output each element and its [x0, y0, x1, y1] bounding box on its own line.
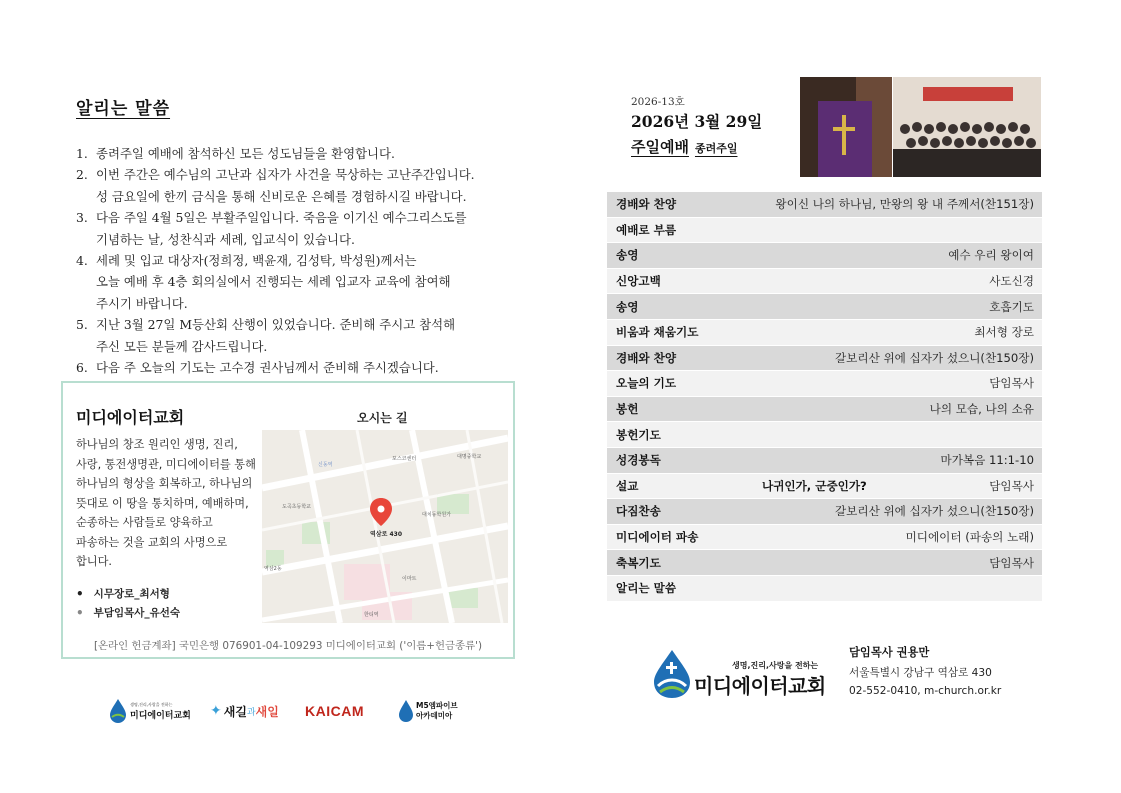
worship-label: 신앙고백	[616, 274, 661, 289]
worship-label: 송영	[616, 299, 639, 314]
worship-row	[607, 269, 1042, 295]
worship-right: 갈보리산 위에 십자가 섰으니(찬150장)	[834, 504, 1034, 519]
staff-list	[76, 585, 180, 623]
church-info-box	[61, 381, 515, 659]
map-label: 대치동학원가	[422, 512, 451, 518]
worship-right: 나의 모습, 나의 소유	[929, 402, 1034, 417]
worship-right: 담임목사	[989, 478, 1034, 493]
worship-row	[607, 346, 1042, 372]
worship-row	[607, 320, 1042, 346]
location-map[interactable]	[262, 430, 508, 623]
worship-right: 호흡기도	[989, 299, 1034, 314]
worship-row	[607, 192, 1042, 218]
worship-right: 미디에이터 (파송의 노래)	[905, 530, 1034, 545]
m5-academia-logo: M5엠파이브 아카데미아	[398, 696, 458, 726]
worship-row	[607, 294, 1042, 320]
staff-item: • 부담임목사_유선숙	[76, 606, 181, 620]
worship-label: 다짐찬송	[616, 504, 661, 519]
notice-item: 4. 세례 및 입교 대상자(정희정, 백윤재, 김성탁, 박성원)께서는 오늘 예배 후 4층 회의실에서 진행되는 세례 입교자 교육에 참여해 주시기 바랍니다.	[76, 253, 451, 311]
map-label: 대명중학교	[457, 454, 482, 460]
church-address: 서울특별시 강남구 역삼로 430 02-552-0410, m-church.or.kr	[849, 667, 1002, 697]
senior-pastor: 담임목사 권용만	[849, 646, 930, 659]
worship-label: 봉헌기도	[616, 427, 661, 442]
map-label: 이마트	[402, 576, 417, 582]
worship-right: 갈보리산 위에 십자가 섰으니(찬150장)	[834, 350, 1034, 365]
person-icon: ✦	[210, 703, 222, 719]
worship-label: 비움과 채움기도	[616, 325, 699, 340]
staff-item: • 시무장로_최서형	[76, 587, 170, 601]
worship-row	[607, 550, 1042, 576]
notices-title: 알리는 말씀	[76, 99, 171, 119]
notice-item: 6. 다음 주 오늘의 기도는 고수경 권사님께서 준비해 주시겠습니다.	[76, 360, 439, 376]
map-pin-label: 역삼로 430	[370, 531, 403, 538]
notice-item: 2. 이번 주간은 예수님의 고난과 십자가 사건을 묵상하는 고난주간입니다. 성 금요일에 한끼 금식을 통해 신비로운 은혜를 경험하시길 바랍니다.	[76, 167, 475, 204]
map-label: 신동역	[318, 462, 333, 468]
worship-row	[607, 474, 1042, 500]
map-label: 한티역	[364, 612, 379, 618]
worship-label: 오늘의 기도	[616, 376, 677, 391]
offering-account-info: [온라인 헌금계좌] 국민은행 076901-04-109293 미디에이터교회 ('이름+헌금종류')	[93, 640, 483, 652]
congregation-photo	[893, 77, 1041, 177]
worship-label: 설교	[616, 478, 639, 493]
worship-row	[607, 525, 1042, 551]
worship-row	[607, 243, 1042, 269]
church-logo-name: 미디에이터교회	[694, 674, 826, 698]
map-label: 포스코센터	[392, 456, 417, 462]
map-label: 도곡초등학교	[282, 504, 311, 510]
church-tagline: 생명,진리,사랑을 전하는	[732, 661, 819, 670]
worship-mid: 나귀인가, 군중인가?	[762, 478, 867, 493]
notice-item: 1. 종려주일 예배에 참석하신 모든 성도님들을 환영합니다.	[76, 146, 395, 161]
kaicam-logo: KAICAM	[305, 703, 364, 719]
service-title: 주일예배 종려주일	[631, 138, 738, 156]
order-of-worship	[607, 192, 1042, 602]
worship-right: 담임목사	[989, 555, 1034, 570]
m5-drop-icon	[398, 699, 414, 723]
worship-right: 담임목사	[989, 376, 1034, 391]
notices-list	[76, 143, 516, 378]
worship-label: 경배와 찬양	[616, 350, 677, 365]
church-name: 미디에이터교회	[76, 408, 185, 427]
worship-right: 마가복음 11:1-10	[940, 453, 1034, 468]
worship-right: 왕이신 나의 하나님, 만왕의 왕 내 주께서(찬151장)	[775, 197, 1034, 212]
worship-label: 예배로 부름	[616, 222, 677, 237]
church-drop-icon	[650, 648, 694, 700]
partner-logos	[108, 696, 468, 726]
bulletin-date: 2026년 3월 29일	[631, 112, 763, 131]
worship-label: 미디에이터 파송	[616, 530, 699, 545]
worship-row	[607, 422, 1042, 448]
issue-number: 2026-13호	[631, 96, 685, 108]
worship-right: 최서형 장로	[974, 325, 1034, 340]
mediator-church-logo	[650, 648, 826, 700]
notice-item: 3. 다음 주일 4월 5일은 부활주일입니다. 죽음을 이기신 예수그리스도를 기념하는 날, 성찬식과 세례, 입교식이 있습니다.	[76, 210, 467, 247]
worship-row	[607, 371, 1042, 397]
map-title: 오시는 길	[357, 411, 408, 425]
map-graphic	[262, 430, 508, 623]
worship-label: 알리는 말씀	[616, 581, 677, 596]
worship-row	[607, 576, 1042, 602]
worship-label: 송영	[616, 248, 639, 263]
worship-right: 사도신경	[989, 274, 1034, 289]
notice-item: 5. 지난 3월 27일 M등산회 산행이 있었습니다. 준비해 주시고 참석해 주신 모든 분들께 감사드립니다.	[76, 317, 456, 354]
worship-label: 경배와 찬양	[616, 197, 677, 212]
worship-label: 봉헌	[616, 402, 639, 417]
saegil-logo: ✦ 새길 과 새일	[210, 703, 279, 719]
worship-label: 성경봉독	[616, 453, 661, 468]
worship-row	[607, 448, 1042, 474]
church-mission: 하나님의 창조 원리인 생명, 진리, 사랑, 통전생명관, 미디에이터를 통해 하나님의 형상을 회복하고, 하나님의 뜻대로 이 땅을 통치하며, 예배하며, 순종하는 사람들로 양육하고 파송하는 것을 교회의 사명으로 합니다.	[76, 438, 256, 568]
worship-row	[607, 499, 1042, 525]
worship-right: 예수 우리 왕이여	[948, 248, 1034, 263]
service-subtitle: 종려주일	[694, 142, 738, 155]
worship-label: 축복기도	[616, 555, 661, 570]
worship-row	[607, 397, 1042, 423]
mediator-church-small-logo: 생명,진리,사랑을 전하는 미디에이터교회	[108, 696, 191, 726]
pulpit-photo	[800, 77, 892, 177]
map-label: 역삼2동	[264, 566, 282, 572]
worship-row	[607, 218, 1042, 244]
church-drop-icon	[108, 698, 128, 724]
